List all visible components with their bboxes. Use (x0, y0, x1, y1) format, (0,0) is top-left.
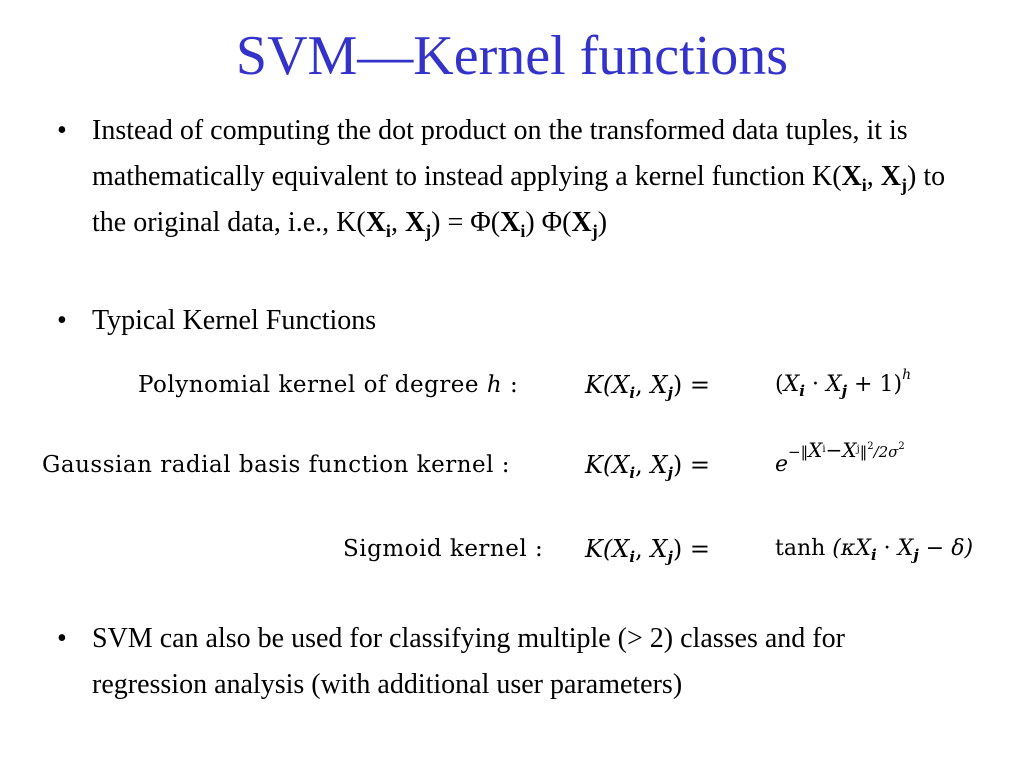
math-kappa: (κ (825, 536, 856, 561)
math-sub: j (901, 175, 908, 195)
math-x: X (783, 372, 800, 397)
math-x: X (650, 535, 668, 563)
bullet-text-part: ) Φ( (525, 207, 572, 238)
bullet-multiclass (57, 616, 957, 708)
bullet-kernel-trick (57, 108, 957, 246)
math-x: X (612, 451, 630, 479)
math-exponent (788, 438, 905, 462)
math-sub: i (629, 464, 636, 482)
math-sub: i (629, 384, 636, 402)
formula-sigmoid-kernel (0, 529, 1024, 569)
math-sub: j (667, 548, 673, 566)
math-square: 2 (898, 441, 905, 452)
math-sep: , (390, 207, 405, 238)
math-x: X (855, 536, 871, 561)
math-sub: j (667, 384, 673, 402)
math-dot: · (876, 536, 898, 561)
bullet-dot: • (57, 305, 67, 336)
math-plus-one: + 1) (847, 372, 903, 397)
math-x: X (612, 535, 630, 563)
math-sub: i (870, 546, 877, 564)
bullet-text-part: ) = Φ( (431, 207, 501, 238)
math-sub: i (799, 382, 805, 400)
math-x: X (650, 451, 668, 479)
math-equals: ) = (672, 371, 710, 399)
math-k: K( (585, 535, 613, 563)
formula-rhs (775, 365, 911, 405)
formula-lhs (585, 529, 710, 569)
math-x: X (841, 161, 862, 192)
math-sub: j (667, 464, 673, 482)
formula-polynomial-kernel (0, 365, 1024, 405)
bullet-text-part: Instead of computing the dot product on the transformed data tuples, it is mathematically equivalent to instead applying a kernel function K( (92, 115, 908, 192)
bullet-text: Typical Kernel Functions (92, 305, 377, 336)
math-sep: , (866, 161, 881, 192)
math-norm-close: ‖ (859, 443, 868, 461)
math-x: X (880, 161, 902, 192)
math-sub: j (591, 221, 598, 241)
math-x: X (571, 207, 592, 238)
math-e: e (775, 452, 789, 477)
math-sep: , (635, 535, 651, 563)
math-minus: − (825, 438, 843, 462)
math-x: X (897, 536, 914, 561)
bullet-typical-kernels (57, 298, 957, 344)
math-sub: j (856, 444, 860, 455)
math-sub: i (629, 548, 636, 566)
math-exponent: h (902, 367, 912, 383)
bullet-text: SVM can also be used for classifying multiple (> 2) classes and for regression analysis (with additional user parameters) (92, 623, 845, 700)
math-sub: j (913, 546, 919, 564)
math-k: K( (585, 371, 613, 399)
math-x: X (365, 207, 386, 238)
math-x: X (612, 371, 630, 399)
math-dot: · (804, 372, 826, 397)
math-sep: , (635, 371, 651, 399)
math-x: X (825, 372, 842, 397)
formula-label: Sigmoid kernel : (343, 536, 544, 562)
math-sub: i (861, 175, 867, 195)
math-over-sigma: /2σ (873, 443, 899, 461)
formula-lhs (585, 445, 710, 485)
bullet-text-part: ) to the original data, i.e., K( (92, 161, 946, 238)
formula-rhs (775, 438, 905, 485)
math-x: X (650, 371, 668, 399)
math-k: K( (585, 451, 613, 479)
slide-title: SVM—Kernel functions (235, 25, 789, 87)
math-open: ( (775, 372, 784, 397)
math-x: X (842, 438, 857, 462)
math-x: X (808, 438, 823, 462)
bullet-text (92, 108, 957, 246)
formula-label-text: Polynomial kernel of degree (138, 372, 487, 398)
math-sub: i (520, 221, 526, 241)
formula-gaussian-kernel (0, 438, 1024, 485)
bullet-dot: • (57, 115, 67, 146)
formula-label-var: h (486, 372, 503, 398)
math-x: X (500, 207, 521, 238)
math-square: 2 (867, 441, 874, 452)
bullet-dot: • (57, 623, 67, 654)
bullet-text-part: ) (597, 207, 608, 238)
math-equals: ) = (672, 451, 710, 479)
formula-label-end: : (502, 372, 519, 398)
math-equals: ) = (672, 535, 710, 563)
math-tanh: tanh (775, 536, 826, 561)
formula-rhs (775, 529, 973, 569)
math-sep: , (635, 451, 651, 479)
math-delta: − δ) (918, 536, 974, 561)
formula-label (138, 365, 518, 405)
formula-label: Gaussian radial basis function kernel : (42, 452, 511, 478)
math-sub: j (425, 221, 432, 241)
math-x: X (404, 207, 426, 238)
formula-lhs (585, 365, 710, 405)
math-sub: j (841, 382, 848, 400)
math-sub: i (822, 444, 826, 455)
math-norm-open: −‖ (788, 443, 809, 461)
math-sub: i (385, 221, 391, 241)
